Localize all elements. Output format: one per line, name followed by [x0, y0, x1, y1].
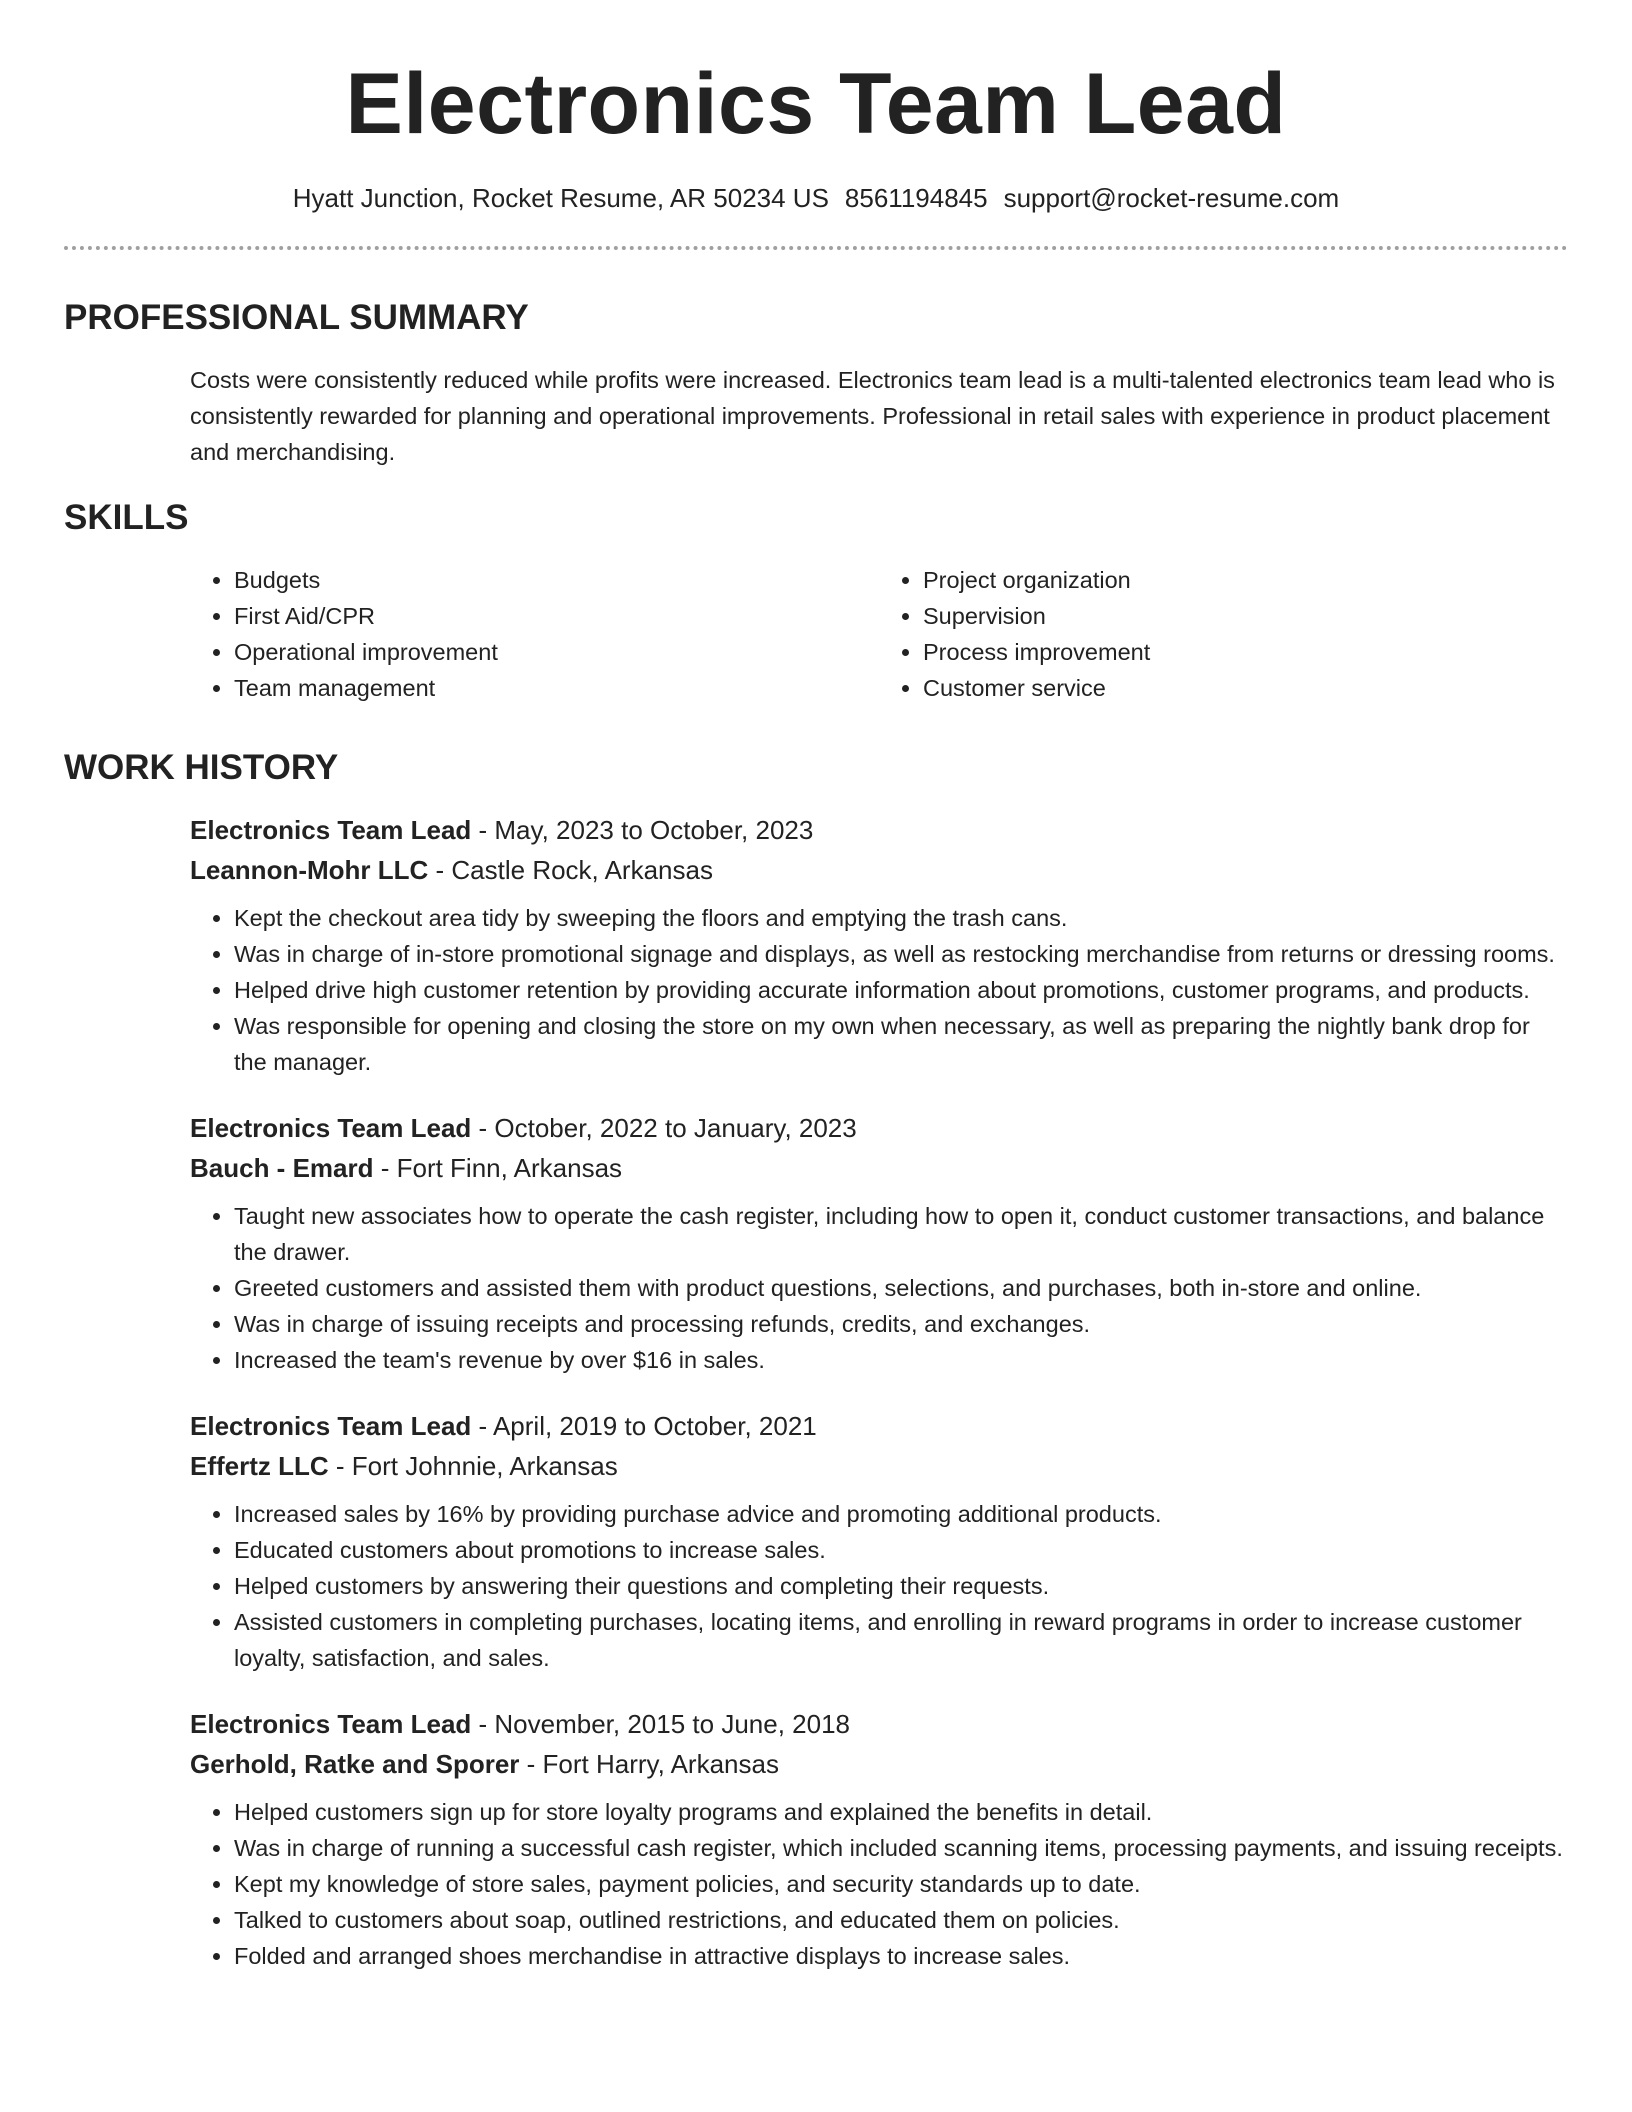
job-role: Electronics Team Lead — [190, 815, 472, 845]
contact-address: Hyatt Junction, Rocket Resume, AR 50234 US — [292, 183, 829, 213]
job-bullet: • Kept my knowledge of store sales, payment policies, and security standards up to date. — [234, 1866, 1568, 1902]
job-bullets — [190, 1198, 1568, 1378]
job-company: Gerhold, Ratke and Sporer — [190, 1749, 520, 1779]
skill-item: • Operational improvement — [234, 634, 879, 670]
job-location: - Castle Rock, Arkansas — [428, 855, 713, 885]
job-title-line — [190, 810, 1568, 850]
job-location: - Fort Johnnie, Arkansas — [328, 1451, 618, 1481]
job-bullet: • Assisted customers in completing purchases, locating items, and enrolling in reward programs in order to increase customer loyalty, satisfaction, and sales. — [234, 1604, 1568, 1676]
job-role: Electronics Team Lead — [190, 1113, 472, 1143]
skill-item: • First Aid/CPR — [234, 598, 879, 634]
skills-right-column — [879, 562, 1568, 706]
skills-grid — [190, 562, 1568, 706]
job-bullet: • Educated customers about promotions to increase sales. — [234, 1532, 1568, 1568]
job-entry — [190, 1108, 1568, 1378]
job-bullet: • Helped customers by answering their questions and completing their requests. — [234, 1568, 1568, 1604]
job-bullet: • Was in charge of issuing receipts and processing refunds, credits, and exchanges. — [234, 1306, 1568, 1342]
job-bullet: • Increased sales by 16% by providing purchase advice and promoting additional products. — [234, 1496, 1568, 1532]
job-location: - Fort Harry, Arkansas — [519, 1749, 779, 1779]
job-entry — [190, 1704, 1568, 1974]
job-bullet: • Greeted customers and assisted them with product questions, selections, and purchases, both in-store and online. — [234, 1270, 1568, 1306]
skill-item: • Project organization — [923, 562, 1568, 598]
job-dates: - October, 2022 to January, 2023 — [471, 1113, 857, 1143]
job-bullets — [190, 1496, 1568, 1676]
job-bullet: • Taught new associates how to operate the cash register, including how to open it, conduct customer transactions, and balance the drawer. — [234, 1198, 1568, 1270]
job-bullet: • Was responsible for opening and closing the store on my own when necessary, as well as preparing the nightly bank drop for the manager. — [234, 1008, 1568, 1080]
job-company-line — [190, 850, 1568, 890]
job-bullet: • Increased the team's revenue by over $16 in sales. — [234, 1342, 1568, 1378]
job-bullet: • Folded and arranged shoes merchandise in attractive displays to increase sales. — [234, 1938, 1568, 1974]
job-bullet: • Helped drive high customer retention by providing accurate information about promotions, customer programs, and products. — [234, 972, 1568, 1008]
skill-item: • Supervision — [923, 598, 1568, 634]
job-title-line — [190, 1704, 1568, 1744]
contact-line — [64, 180, 1568, 216]
skill-item: • Team management — [234, 670, 879, 706]
resume-name: Electronics Team Lead — [345, 56, 1287, 152]
job-company: Leannon-Mohr LLC — [190, 855, 429, 885]
job-entry — [190, 1406, 1568, 1676]
job-location: - Fort Finn, Arkansas — [373, 1153, 623, 1183]
job-entry — [190, 810, 1568, 1080]
job-title-line — [190, 1108, 1568, 1148]
job-role: Electronics Team Lead — [190, 1411, 472, 1441]
contact-phone: 8561194845 — [844, 183, 988, 213]
job-title-line — [190, 1406, 1568, 1446]
job-company-line — [190, 1744, 1568, 1784]
job-company: Bauch - Emard — [190, 1153, 374, 1183]
skill-item: • Process improvement — [923, 634, 1568, 670]
summary-heading: PROFESSIONAL SUMMARY — [64, 298, 529, 337]
job-dates: - May, 2023 to October, 2023 — [471, 815, 814, 845]
job-bullet: • Was in charge of in-store promotional signage and displays, as well as restocking merchandise from returns or dressing rooms. — [234, 936, 1568, 972]
job-bullet: • Talked to customers about soap, outlined restrictions, and educated them on policies. — [234, 1902, 1568, 1938]
header-divider — [64, 246, 1568, 250]
work-history-heading: WORK HISTORY — [64, 748, 339, 787]
job-bullets — [190, 900, 1568, 1080]
job-dates: - November, 2015 to June, 2018 — [471, 1709, 850, 1739]
contact-email: support@rocket-resume.com — [1003, 183, 1340, 213]
job-bullet: • Was in charge of running a successful cash register, which included scanning items, processing payments, and issuing receipts. — [234, 1830, 1568, 1866]
job-dates: - April, 2019 to October, 2021 — [471, 1411, 817, 1441]
job-company: Effertz LLC — [190, 1451, 329, 1481]
job-bullet: • Kept the checkout area tidy by sweeping the floors and emptying the trash cans. — [234, 900, 1568, 936]
resume-page — [64, 0, 1568, 1974]
job-company-line — [190, 1446, 1568, 1486]
job-company-line — [190, 1148, 1568, 1188]
job-role: Electronics Team Lead — [190, 1709, 472, 1739]
skills-left-column — [190, 562, 879, 706]
summary-text: Costs were consistently reduced while profits were increased. Electronics team lead is a multi-talented electronics team lead who is consistently rewarded for planning and operational improvements. Professional in retail sales with experience in product placement and merchandising. — [190, 367, 1555, 465]
job-bullet: • Helped customers sign up for store loyalty programs and explained the benefits in detail. — [234, 1794, 1568, 1830]
skill-item: • Customer service — [923, 670, 1568, 706]
skills-heading: SKILLS — [64, 498, 189, 537]
job-bullets — [190, 1794, 1568, 1974]
skill-item: • Budgets — [234, 562, 879, 598]
